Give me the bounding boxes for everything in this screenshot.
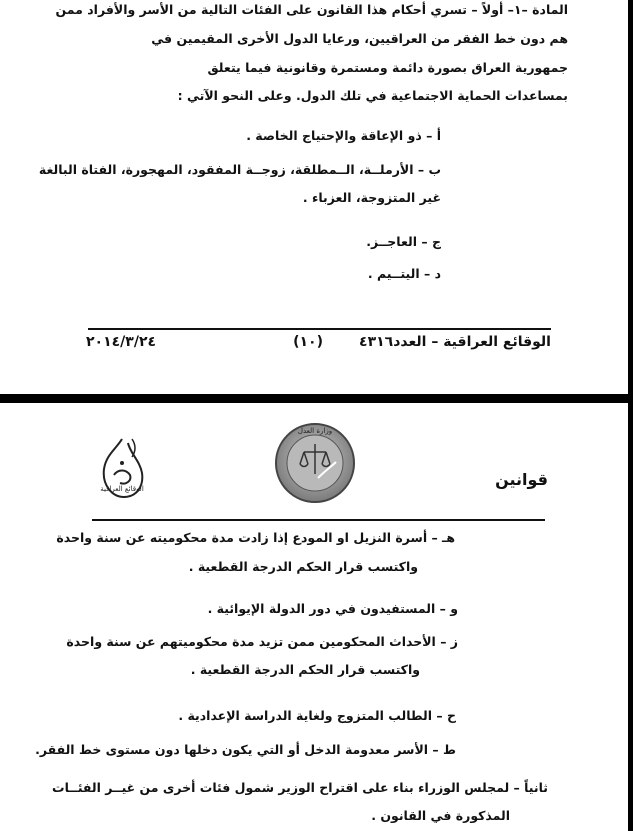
item-h-line-1: هـ – أسرة النزيل او المودع إذا زادت مدة محكوميته عن سنة واحدة: [56, 530, 455, 545]
item-b-line-1: ب – الأرملــة، الــمطلقة، زوجــة المفقود، المهجورة، الفتاة البالغة: [38, 162, 441, 177]
item-w: و – المستفيدون في دور الدولة الإيوائية .: [207, 601, 458, 616]
article-1-line-4: بمساعدات الحماية الاجتماعية في تلك الدول. وعلى النحو الآتي :: [177, 88, 568, 103]
article-1-line-2: هم دون خط الفقر من العراقيين، ورعايا الدول الأخرى المقيمين في: [151, 31, 568, 46]
header-rule: [92, 519, 545, 521]
al-waqai-logo: [92, 435, 152, 505]
footer-date: ٢٠١٤/٣/٢٤: [86, 334, 157, 350]
section-title: قوانين: [495, 470, 548, 489]
item-c: ج – العاجــز.: [366, 234, 441, 249]
article-1-line-1: المادة –١– أولاً – تسري أحكام هذا القانون على الفئات التالية من الأسر والأفراد ممن: [55, 2, 568, 17]
item-ha: ح – الطالب المتزوج ولغاية الدراسة الإعدادية .: [178, 708, 456, 723]
item-a: أ – ذو الإعاقة والإحتياج الخاصة .: [246, 128, 441, 143]
item-t: ط – الأسر معدومة الدخل أو التي يكون دخلها دون مستوى خط الفقر.: [35, 742, 456, 757]
footer-journal: الوقائع العراقية – العدد٤٣١٦: [359, 334, 551, 350]
item-z-line-2: واكتسب قرار الحكم الدرجة القطعية .: [190, 662, 420, 677]
item-b-line-2: غير المتزوجة، العزباء .: [302, 190, 441, 205]
article-1-line-3: جمهورية العراق بصورة دائمة ومستمرة وقانونية فيما يتعلق: [207, 60, 568, 75]
seal-text: وزارة العدل: [297, 427, 333, 435]
item-h-line-2: واكتسب قرار الحكم الدرجة القطعية .: [188, 559, 418, 574]
logo-text: الوقائع العراقية: [100, 485, 144, 493]
footer-rule: [88, 328, 551, 330]
article-2-line-1: ثانياً – لمجلس الوزراء بناء على اقتراح الوزير شمول فئات أخرى من غيــر الفئــات: [52, 780, 548, 795]
ministry-seal: [274, 422, 356, 504]
article-2-line-2: المذكورة في القانون .: [371, 808, 510, 823]
footer-page-number: (١٠): [293, 334, 323, 350]
item-d: د – اليتــيم .: [367, 266, 441, 281]
document-page-top: [0, 0, 628, 394]
item-z-line-1: ز – الأحداث المحكومين ممن تزيد مدة محكوميتهم عن سنة واحدة: [66, 634, 458, 649]
